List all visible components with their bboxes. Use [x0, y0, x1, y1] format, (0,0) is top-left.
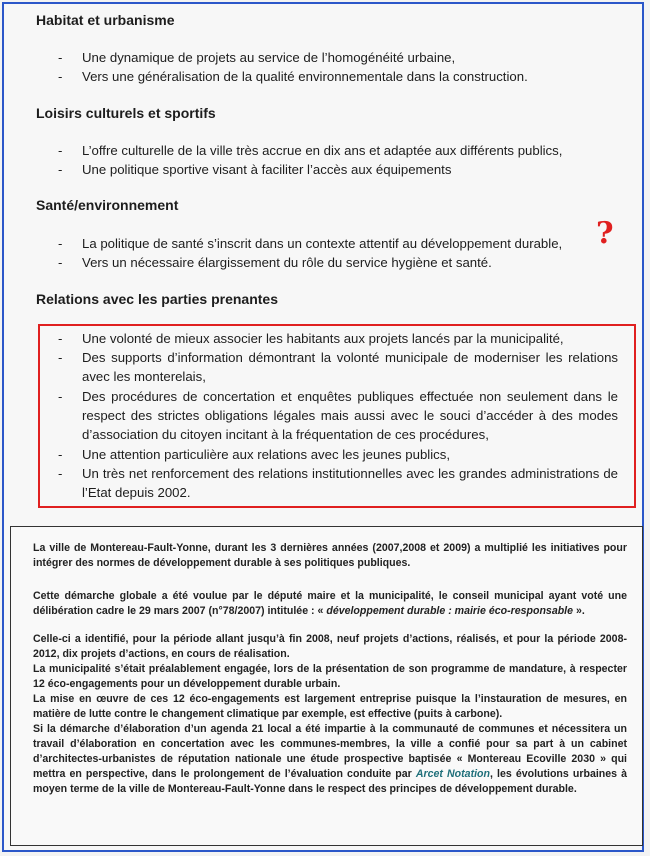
list-item: - L’offre culturelle de la ville très accrue en dix ans et adaptée aux différents publics,: [58, 143, 563, 158]
question-mark-annotation: ?: [596, 216, 614, 251]
box-paragraph: La ville de Montereau-Fault-Yonne, durant les 3 dernières années (2007,2008 et 2009) a multiplié les initiatives pour intégrer des normes de développement durable à ses politiques publiques.: [33, 542, 627, 569]
box-paragraph: Celle-ci a identifié, pour la période allant jusqu’à fin 2008, neuf projets d’actions, réalisés, et pour la période 2008-2012, dix projets d’actions, en cours de réalisation.: [33, 633, 627, 660]
list-item: - Une attention particulière aux relations avec les jeunes publics,: [58, 447, 450, 462]
section-title-sante: Santé/environnement: [36, 197, 179, 213]
list-item: - La politique de santé s’inscrit dans un contexte attentif au développement durable,: [58, 236, 563, 251]
list-item: - Vers un nécessaire élargissement du rôle du service hygiène et santé.: [58, 255, 492, 270]
box-paragraph: La mise en œuvre de ces 12 éco-engagements est largement entreprise puisque la l’instauration de mesures, en matière de lutte contre le changement climatique par exemple, est effective (puits à carbone).: [33, 693, 627, 720]
box-paragraph: La municipalité s’était préalablement engagée, lors de la présentation de son programme de mandature, à respecter 12 éco-engagements pour un développement durable urbain.: [33, 663, 627, 690]
list-item: - Une dynamique de projets au service de l’homogénéité urbaine,: [58, 50, 456, 65]
list-item: - Vers une généralisation de la qualité environnementale dans la construction.: [58, 69, 528, 84]
section-title-loisirs: Loisirs culturels et sportifs: [36, 105, 216, 121]
list-item: - Un très net renforcement des relations institutionnelles avec les grandes administrations de l’Etat depuis 2002.: [58, 466, 618, 500]
arcet-notation-link: Arcet Notation: [415, 768, 490, 780]
section-title-habitat: Habitat et urbanisme: [36, 12, 175, 28]
list-item: - Des procédures de concertation et enquêtes publiques effectuée non seulement dans le respect des strictes obligations légales mais aussi avec le souci d’accéder à des modes d’association du citoyen incitant à la fréquentation de ces procédures,: [58, 389, 618, 442]
list-item: - Une politique sportive visant à faciliter l’accès aux équipements: [58, 162, 452, 177]
box-paragraph: Si la démarche d’élaboration d’un agenda 21 local a été impartie à la communauté de communes et nécessitera un travail d’élaboration en concertation avec les communes-membres, la ville a confié pour sa part à un cabinet d’architectes-urbanistes de réputation nationale une étude prospective baptisée « Montereau Ecoville 2030 » qui mettra en perspective, dans le prolongement de l’évaluation conduite par Arcet Notation, les évolutions urbaines à moyen terme de la ville de Montereau-Fault-Yonne dans le respect des principes de développement durable.: [33, 723, 628, 795]
list-item: - Des supports d’information démontrant la volonté municipale de moderniser les relations avec les monterelais,: [58, 350, 618, 384]
box-paragraph: Cette démarche globale a été voulue par le député maire et la municipalité, le conseil municipal ayant voté une délibération cadre le 29 mars 2007 (n°78/2007) intitulée : « développement durable : mairie éco-responsable ».: [33, 590, 627, 617]
list-item: - Une volonté de mieux associer les habitants aux projets lancés par la municipalité,: [58, 331, 564, 346]
section-title-relations: Relations avec les parties prenantes: [36, 291, 278, 307]
summary-box: [10, 526, 643, 846]
